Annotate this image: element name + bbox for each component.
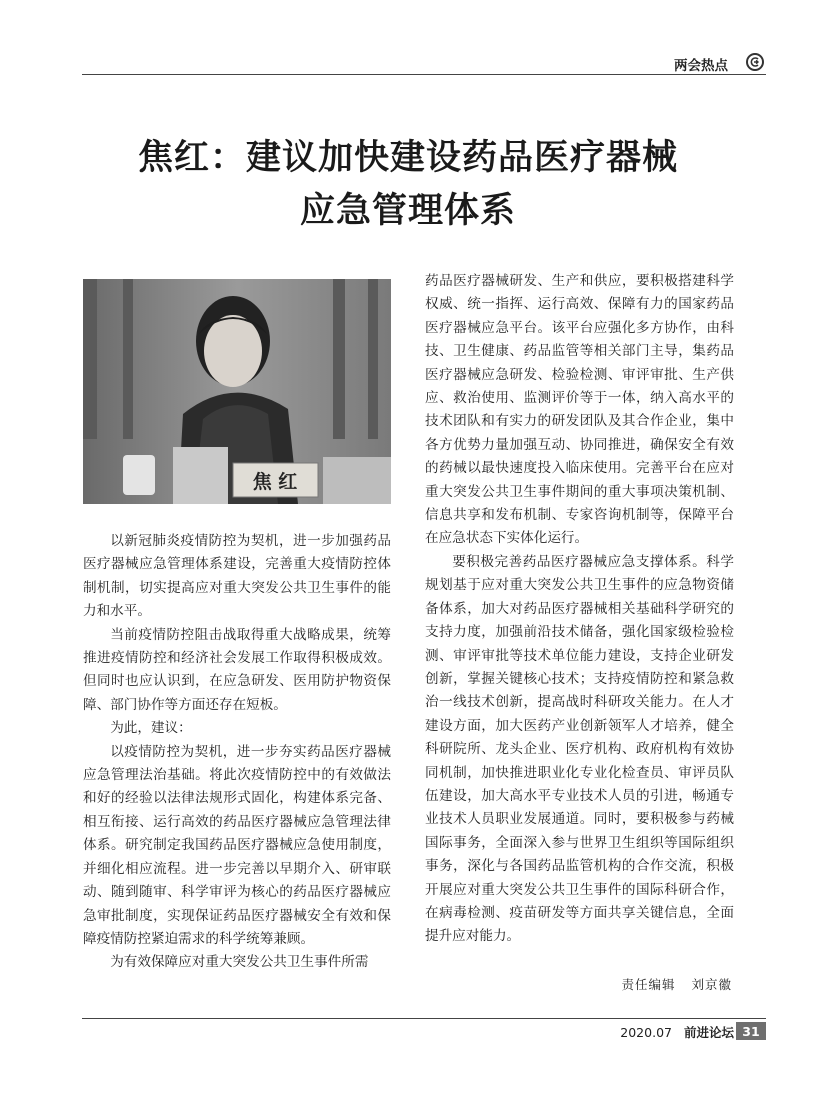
nameplate-text: 焦 红	[252, 471, 298, 493]
paragraph: 为有效保障应对重大突发公共卫生事件所需	[110, 954, 369, 971]
paragraph: 为此，建议：	[110, 720, 192, 737]
editor-label: 责任编辑	[621, 977, 676, 992]
footer	[620, 1023, 734, 1041]
section-label: 两会热点	[674, 58, 728, 74]
paragraph: 当前疫情防控阻击战取得重大战略成果，统筹推进疫情防控和经济社会发展工作取得积极成效。但同时也应认识到，在应急研发、医用防护物资保障、部门协作等方面还存在短板。	[83, 626, 391, 713]
page-number: 31	[736, 1022, 766, 1040]
paragraph: 以疫情防控为契机，进一步夯实药品医疗器械应急管理法治基础。将此次疫情防控中的有效做法和好的经验以法律法规形式固化，构建体系完备、相互衔接、运行高效的药品医疗器械应急管理法律体系。研究制定我国药品医疗器械应急使用制度，并细化相应流程。进一步完善以早期介入、研审联动、随到随审、科学审评为核心的药品医疗器械应急审批制度，实现保证药品医疗器械安全有效和保障疫情防控紧迫需求的科学统筹兼顾。	[83, 743, 391, 947]
portrait-photo	[83, 279, 391, 504]
footer-rule	[82, 1018, 766, 1019]
right-column	[425, 270, 734, 949]
paragraph-continuation: 药品医疗器械研发、生产和供应，要积极搭建科学权威、统一指挥、运行高效、保障有力的国家药品医疗器械应急平台。该平台应强化多方协作，由科技、卫生健康、药品监管等相关部门主导，集药品医疗器械应急研发、检验检测、审评审批、生产供应、救治使用、监测评价等于一体，纳入高水平的技术团队和有实力的研发团队及其合作企业，集中各方优势力量加强互动、协同推进，确保安全有效的药械以最快速度投入临床使用。完善平台在应对重大突发公共卫生事件期间的重大事项决策机制、信息共享和发布机制、专家咨询机制等，保障平台在应急状态下实体化运行。	[425, 273, 734, 547]
article-title-line-2: 应急管理体系	[299, 191, 516, 231]
paragraph: 要积极完善药品医疗器械应急支撑体系。科学规划基于应对重大突发公共卫生事件的应急物资储备体系，加大对药品医疗器械相关基础科学研究的支持力度，加强前沿技术储备，强化国家级检验检测、审评审批等技术单位能力建设，支持企业研发创新，掌握关键核心技术；支持疫情防控和紧急救治一线技术创新，提高战时科研攻关能力。在人才建设方面，加大医药产业创新领军人才培养，健全科研院所、龙头企业、医疗机构、政府机构有效协同机制，加快推进职业化专业化检查员、审评员队伍建设，加大高水平专业技术人员的引进，畅通专业技术人员职业发展通道。同时，要积极参与药械国际事务，全面深入参与世界卫生组织等国际组织事务，深化与各国药品监管机构的合作交流，积极开展应对重大突发公共卫生事件的国际科研合作，在病毒检测、疫苗研发等方面共享关键信息，全面提升应对能力。	[425, 553, 734, 945]
journal-name: 前进论坛	[683, 1025, 734, 1040]
left-column	[83, 530, 391, 975]
paragraph: 以新冠肺炎疫情防控为契机，进一步加强药品医疗器械应急管理体系建设，完善重大疫情防控体制机制，切实提高应对重大突发公共卫生事件的能力和水平。	[83, 533, 391, 620]
editor-credit	[621, 975, 732, 993]
header-rule	[82, 74, 766, 75]
circle-arrow-icon	[746, 53, 764, 71]
editor-name: 刘京徽	[691, 977, 732, 992]
issue-date: 2020.07	[620, 1024, 672, 1040]
article-title-line-1: 焦红：建议加快建设药品医疗器械	[137, 138, 678, 178]
